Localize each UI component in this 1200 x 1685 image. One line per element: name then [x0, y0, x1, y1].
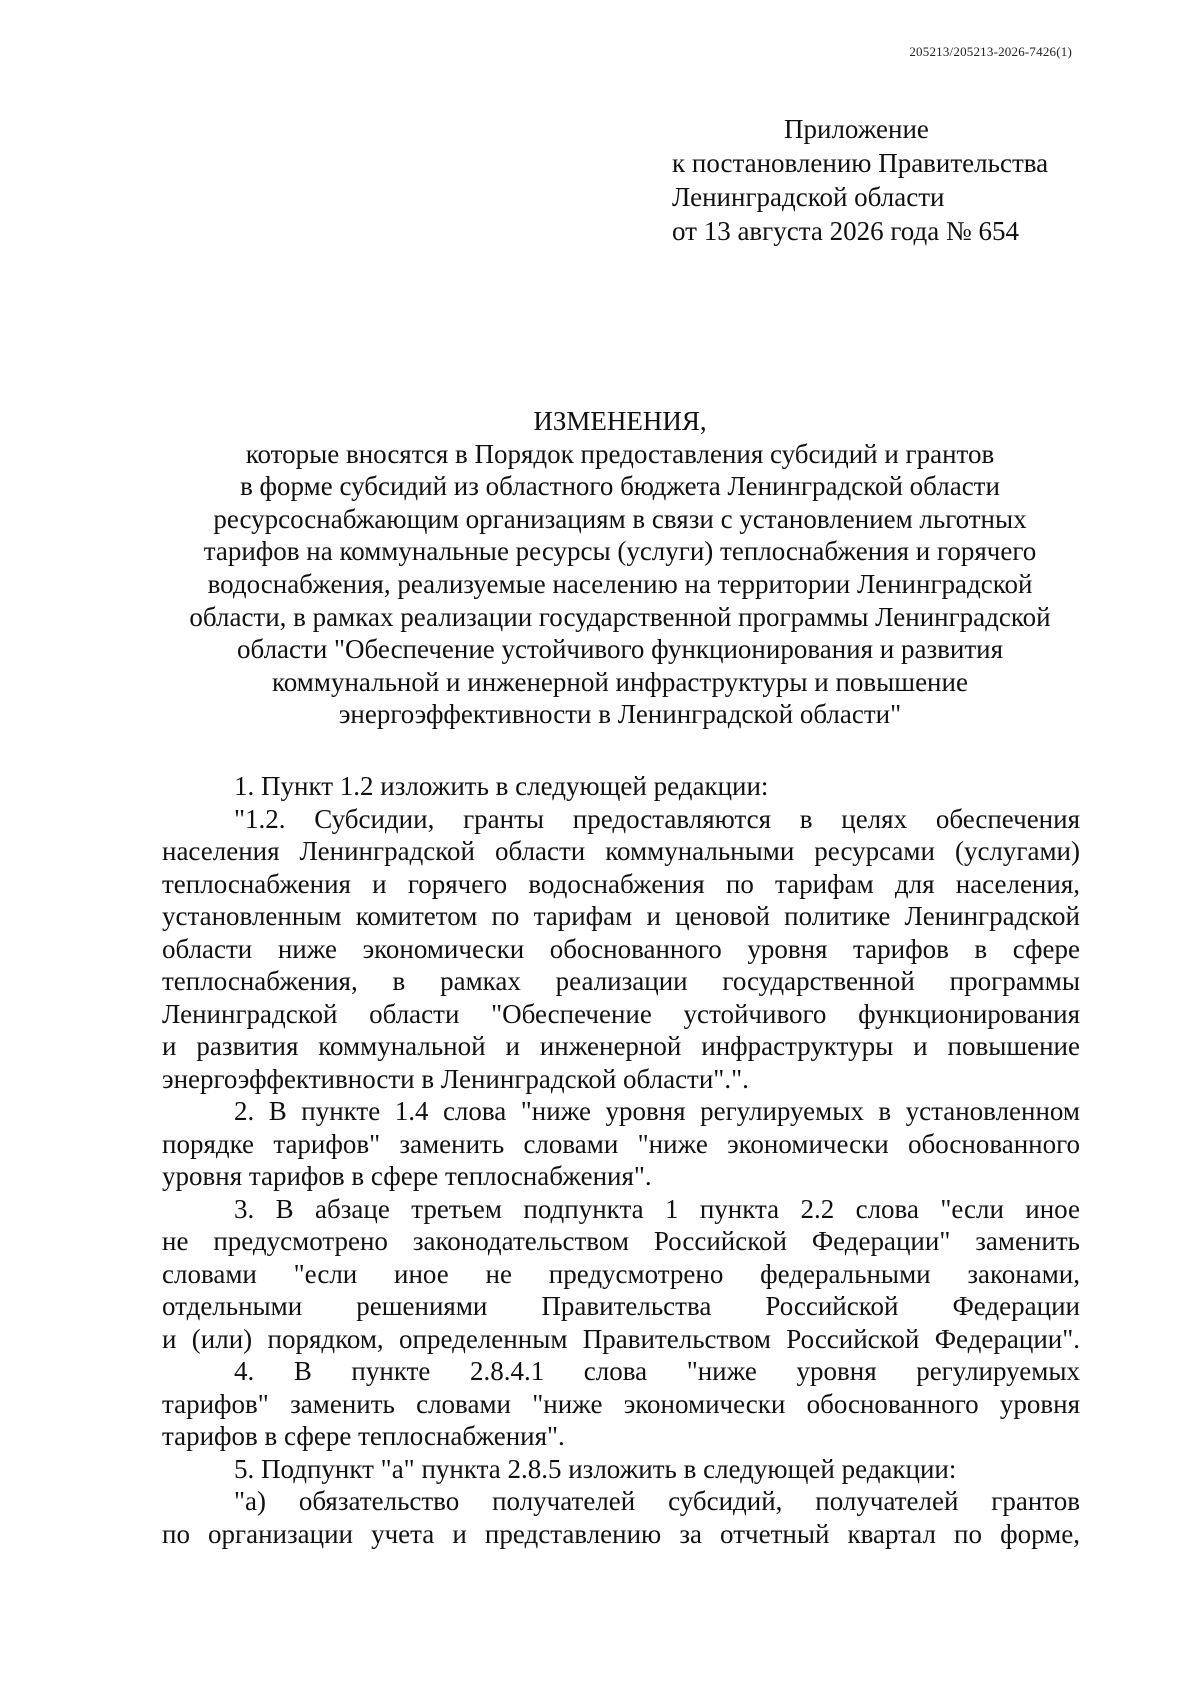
appendix-line: от 13 августа 2026 года № 654: [672, 216, 1019, 246]
document-heading: ИЗМЕНЕНИЯ,: [533, 406, 707, 436]
body-line: тарифов в сфере теплоснабжения".: [162, 1421, 565, 1451]
title-line: которые вносятся в Порядок предоставления субсидий и грантов: [245, 438, 995, 469]
appendix-block: [672, 112, 1048, 248]
title-line: коммунальной и инженерной инфраструктуры и повышение: [272, 666, 968, 697]
title-line: водоснабжения, реализуемые населению на территории Ленинградской: [207, 568, 1033, 599]
body-line: энергоэффективности в Ленинградской области".".: [162, 1063, 749, 1094]
body-line: Ленинградской области "Обеспечение устойчивого функционирования: [162, 998, 1080, 1029]
appendix-line: Ленинградской области: [672, 182, 945, 212]
document-body: [162, 770, 1080, 1550]
body-line: "1.2. Субсидии, гранты предоставляются в целях обеспечения: [234, 803, 1080, 834]
title-line: области "Обеспечение устойчивого функционирования и развития: [237, 634, 1003, 665]
body-line: "а) обязательство получателей субсидий, получателей грантов: [234, 1486, 1080, 1516]
appendix-line: Приложение: [784, 114, 929, 144]
body-line: тарифов" заменить словами "ниже экономически обоснованного уровня: [162, 1388, 1080, 1419]
body-line: уровня тарифов в сфере теплоснабжения".: [162, 1161, 652, 1191]
title-line: ресурсоснабжающим организациям в связи с установлением льготных: [213, 503, 1027, 534]
title-line: тарифов на коммунальные ресурсы (услуги) теплоснабжения и горячего: [203, 536, 1037, 567]
body-line: 1. Пункт 1.2 изложить в следующей редакции:: [234, 771, 769, 801]
body-line: установленным комитетом по тарифам и ценовой политике Ленинградской: [162, 901, 1080, 931]
title-line: в форме субсидий из областного бюджета Ленинградской области: [240, 471, 1000, 502]
body-line: теплоснабжения, в рамках реализации государственной программы: [162, 966, 1080, 996]
body-line: по организации учета и представлению за отчетный квартал по форме,: [162, 1518, 1080, 1549]
body-line: отдельными решениями Правительства Российской Федерации: [162, 1291, 1080, 1321]
body-line: порядке тарифов" заменить словами "ниже экономически обоснованного: [162, 1128, 1080, 1159]
body-line: 3. В абзаце третьем подпункта 1 пункта 2.2 слова "если иное: [234, 1193, 1080, 1224]
title-line: энергоэффективности в Ленинградской области": [338, 699, 902, 730]
body-line: 5. Подпункт "а" пункта 2.8.5 изложить в следующей редакции:: [234, 1453, 957, 1484]
body-line: не предусмотрено законодательством Российской Федерации" заменить: [162, 1226, 1080, 1256]
body-line: области ниже экономически обоснованного уровня тарифов в сфере: [162, 933, 1080, 964]
body-line: 2. В пункте 1.4 слова "ниже уровня регулируемых в установленном: [234, 1096, 1080, 1126]
document-code: 205213/205213-2026-7426(1): [909, 44, 1072, 59]
document-title-block: [160, 405, 1080, 731]
appendix-line: к постановлению Правительства: [672, 148, 1049, 178]
body-line: словами "если иное не предусмотрено федеральными законами,: [162, 1258, 1080, 1289]
body-line: населения Ленинградской области коммунальными ресурсами (услугами): [162, 836, 1080, 866]
body-line: и развития коммунальной и инженерной инфраструктуры и повышение: [162, 1031, 1080, 1061]
body-line: теплоснабжения и горячего водоснабжения по тарифам для населения,: [162, 868, 1080, 899]
title-line: области, в рамках реализации государственной программы Ленинградской: [189, 601, 1051, 632]
body-line: и (или) порядком, определенным Правительством Российской Федерации".: [162, 1323, 1080, 1354]
body-line: 4. В пункте 2.8.4.1 слова "ниже уровня регулируемых: [234, 1356, 1080, 1386]
